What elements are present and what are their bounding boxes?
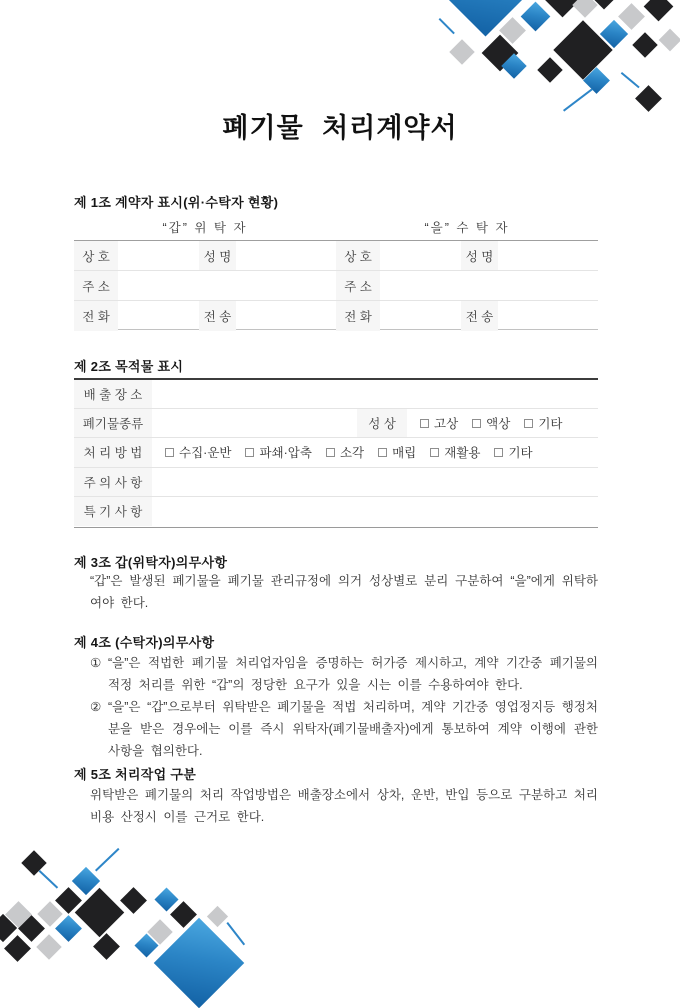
label-name-left: 성 명 — [199, 241, 236, 271]
phase-options — [407, 409, 598, 437]
diamond-gray-icon — [618, 3, 645, 30]
field-fax-right[interactable] — [498, 301, 598, 331]
diamond-blue-icon — [55, 915, 82, 942]
clause-text: “을”은 적법한 폐기물 처리업자임을 증명하는 허가증 제시하고, 계약 기간중 폐기물의 적정 처리를 위한 “갑”의 정당한 요구가 있을 시는 이를 수용하여야 한다. — [108, 656, 598, 692]
checkbox-icon[interactable] — [378, 448, 387, 457]
checkbox-icon[interactable] — [420, 419, 429, 428]
phase-option-1[interactable] — [472, 414, 510, 432]
diagonal-line-icon — [621, 72, 640, 89]
method-option-2[interactable] — [326, 443, 364, 461]
method-option-3[interactable] — [378, 443, 416, 461]
field-tel-right[interactable] — [380, 301, 461, 331]
label-address-left: 주 소 — [74, 271, 118, 301]
diamond-blue-icon — [520, 1, 550, 31]
label-discharge-site: 배 출 장 소 — [74, 380, 152, 408]
section5-body: 위탁받은 폐기물의 처리 작업방법은 배출장소에서 상차, 운반, 반입 등으로 구분하고 처리비용 산정시 이를 근거로 한다. — [90, 788, 598, 824]
checkbox-label: 매립 — [392, 446, 417, 461]
diamond-gray-icon — [572, 0, 597, 18]
field-name-right[interactable] — [498, 241, 598, 271]
checkbox-icon[interactable] — [430, 448, 439, 457]
clause-item-1 — [90, 652, 598, 696]
party-header-consignee: “을” 수 탁 자 — [424, 221, 510, 235]
phase-option-2[interactable] — [524, 414, 562, 432]
section3-body: “갑”은 발생된 폐기물을 폐기물 관리규정에 의거 성상별로 분리 구분하여 “을”에게 위탁하여야 한다. — [90, 574, 598, 610]
label-company-right: 상 호 — [336, 241, 380, 271]
field-address-right[interactable] — [380, 271, 598, 301]
diamond-black-icon — [537, 57, 562, 82]
checkbox-label: 액상 — [486, 417, 511, 432]
field-discharge-site[interactable] — [152, 380, 598, 408]
diamond-black-icon — [4, 935, 31, 962]
section1-heading: 제 1조 계약자 표시(위·수탁자 현황) — [74, 195, 279, 210]
field-name-left[interactable] — [236, 241, 336, 271]
label-name-right: 성 명 — [461, 241, 498, 271]
checkbox-icon[interactable] — [494, 448, 503, 457]
field-special[interactable] — [152, 497, 598, 526]
field-tel-left[interactable] — [118, 301, 199, 331]
checkbox-label: 기타 — [538, 417, 563, 432]
contractor-table — [74, 240, 598, 330]
label-address-right: 주 소 — [336, 271, 380, 301]
field-address-left[interactable] — [118, 271, 336, 301]
checkbox-label: 파쇄·압축 — [259, 446, 312, 461]
section3-heading: 제 3조 갑(위탁자)의무사항 — [74, 555, 228, 570]
method-option-1[interactable] — [245, 443, 311, 461]
label-waste-type: 폐기물종류 — [74, 409, 152, 437]
method-option-0[interactable] — [165, 443, 231, 461]
diamond-gray-icon — [659, 29, 680, 52]
diamond-blue-icon — [154, 887, 178, 911]
clause-number: ② — [90, 700, 102, 714]
label-method: 처 리 방 법 — [74, 438, 152, 466]
section4-items — [90, 652, 598, 762]
diamond-gray-icon — [449, 39, 474, 64]
diamond-black-icon — [93, 933, 120, 960]
diagonal-line-icon — [439, 18, 455, 34]
label-company-left: 상 호 — [74, 241, 118, 271]
method-option-5[interactable] — [494, 443, 532, 461]
checkbox-icon[interactable] — [165, 448, 174, 457]
checkbox-label: 소각 — [339, 446, 365, 461]
diamond-gray-icon — [36, 934, 61, 959]
checkbox-icon[interactable] — [326, 448, 335, 457]
label-fax-left: 전 송 — [199, 301, 236, 331]
diagonal-line-icon — [226, 922, 245, 945]
diagonal-line-icon — [95, 848, 119, 871]
document-title: 폐기물 처리계약서 — [222, 113, 458, 143]
clause-text: “을”은 “갑”으로부터 위탁받은 폐기물을 적법 처리하며, 계약 기간중 영업정지등 행정처분을 받은 경우에는 이를 즉시 위탁자(폐기물배출자)에게 통보하여 계약 이행에 관한 사항을 협의한다. — [108, 700, 598, 758]
field-company-left[interactable] — [118, 241, 199, 271]
label-special: 특 기 사 항 — [74, 497, 152, 526]
diagonal-line-icon — [39, 870, 58, 888]
method-options — [152, 438, 598, 466]
label-tel-left: 전 화 — [74, 301, 118, 331]
label-phase: 성 상 — [357, 409, 407, 437]
checkbox-icon[interactable] — [524, 419, 533, 428]
section4-heading: 제 4조 (수탁자)의무사항 — [74, 635, 215, 650]
field-waste-type[interactable] — [152, 409, 357, 437]
checkbox-icon[interactable] — [472, 419, 481, 428]
checkbox-label: 고상 — [434, 417, 459, 432]
section5-heading: 제 5조 처리작업 구분 — [74, 767, 197, 782]
label-fax-right: 전 송 — [461, 301, 498, 331]
diamond-black-icon — [643, 0, 673, 21]
method-option-4[interactable] — [430, 443, 480, 461]
field-caution[interactable] — [152, 468, 598, 496]
clause-number: ① — [90, 656, 102, 670]
diamond-black-icon — [74, 887, 123, 936]
field-company-right[interactable] — [380, 241, 461, 271]
diamond-black-icon — [120, 887, 147, 914]
checkbox-label: 수집·운반 — [179, 446, 232, 461]
object-table — [74, 378, 598, 528]
checkbox-label: 기타 — [508, 446, 533, 461]
diamond-black-icon — [632, 32, 657, 57]
checkbox-label: 재활용 — [444, 446, 481, 461]
section2-heading: 제 2조 목적물 표시 — [74, 359, 184, 374]
label-tel-right: 전 화 — [336, 301, 380, 331]
phase-option-0[interactable] — [420, 414, 458, 432]
label-caution: 주 의 사 항 — [74, 468, 152, 496]
field-fax-left[interactable] — [236, 301, 336, 331]
diamond-gray-icon — [206, 905, 227, 926]
clause-item-2 — [90, 696, 598, 762]
checkbox-icon[interactable] — [245, 448, 254, 457]
party-header-consignor: “갑” 위 탁 자 — [162, 221, 248, 235]
